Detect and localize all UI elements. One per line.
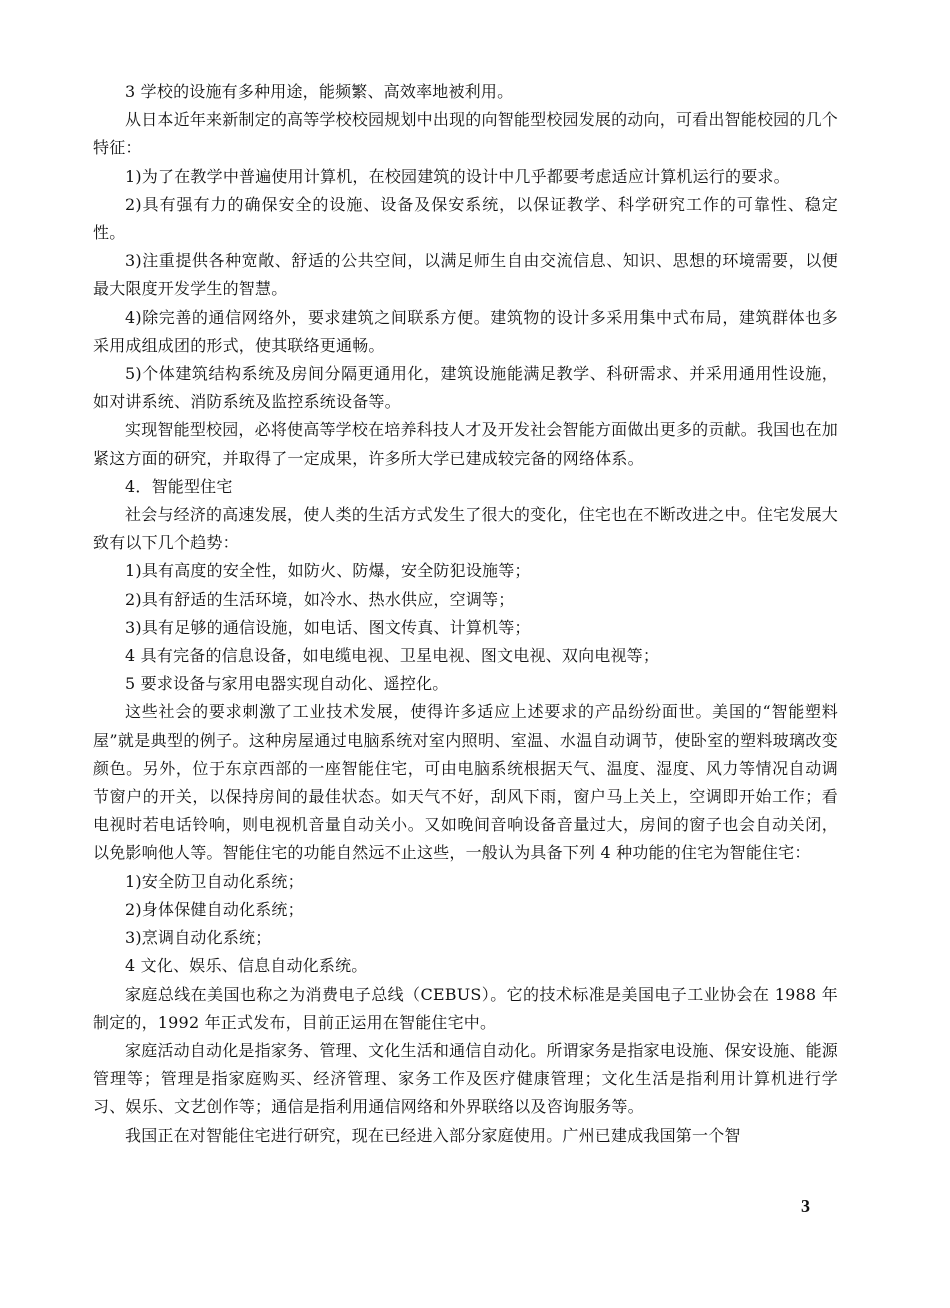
paragraph-housing-trend-1: 1)具有高度的安全性，如防火、防爆，安全防犯设施等； bbox=[125, 561, 531, 581]
paragraph-campus-item-2: 2)具有强有力的确保安全的设施、设备及保安系统，以保证教学、科学研究工作的可靠性、稳定性。 bbox=[93, 194, 838, 243]
paragraph-housing-trend-4: 4 具有完备的信息设备，如电缆电视、卫星电视、图文电视、双向电视等； bbox=[125, 646, 660, 666]
paragraph-housing-function-3: 3)烹调自动化系统； bbox=[125, 928, 272, 948]
paragraph-china-research: 我国正在对智能住宅进行研究，现在已经进入部分家庭使用。广州已建成我国第一个智 bbox=[125, 1125, 741, 1145]
paragraph-housing-trend-5: 5 要求设备与家用电器实现自动化、遥控化。 bbox=[125, 674, 449, 694]
paragraph-housing-examples: 这些社会的要求刺激了工业技术发展，使得许多适应上述要求的产品纷纷面世。美国的“智能塑料屋”就是典型的例子。这种房屋通过电脑系统对室内照明、室温、水温自动调节，使卧室的塑料玻璃改变颜色。另外，位于东京西部的一座智能住宅，可由电脑系统根据天气、温度、湿度、风力等情况自动调节窗户的开关，以保持房间的最佳状态。如天气不好，刮风下雨，窗户马上关上，空调即开始工作；看电视时若电话铃响，则电视机音量自动关小。又如晚间音响设备音量过大，房间的窗子也会自动关闭，以免影响他人等。智能住宅的功能自然远不止这些，一般认为具备下列 4 种功能的住宅为智能住宅： bbox=[93, 702, 838, 863]
paragraph-housing-function-4: 4 文化、娱乐、信息自动化系统。 bbox=[125, 956, 368, 976]
paragraph-campus-item-3: 3)注重提供各种宽敞、舒适的公共空间，以满足师生自由交流信息、知识、思想的环境需要，以便最大限度开发学生的智慧。 bbox=[93, 251, 838, 299]
paragraph-campus-item-5: 5)个体建筑结构系统及房间分隔更通用化，建筑设施能满足教学、科研需求、并采用通用性设施，如对讲系统、消防系统及监控系统设备等。 bbox=[93, 364, 838, 412]
paragraph-housing-function-2: 2)身体保健自动化系统； bbox=[125, 899, 304, 919]
paragraph-campus-item-1: 1)为了在教学中普遍使用计算机，在校园建筑的设计中几乎都要考虑适应计算机运行的要求。 bbox=[125, 166, 790, 186]
paragraph-housing-trend-2: 2)具有舒适的生活环境，如冷水、热水供应，空调等； bbox=[125, 589, 515, 609]
page-number: 3 bbox=[801, 1196, 810, 1216]
document-body bbox=[93, 78, 838, 1150]
paragraph-campus-summary: 实现智能型校园，必将使高等学校在培养科技人才及开发社会智能方面做出更多的贡献。我国也在加紧这方面的研究，并取得了一定成果，许多所大学已建成较完备的网络体系。 bbox=[93, 420, 838, 468]
paragraph-campus-item-4: 4)除完善的通信网络外，要求建筑之间联系方便。建筑物的设计多采用集中式布局，建筑群体也多采用成组成团的形式，使其联络更通畅。 bbox=[93, 307, 838, 355]
paragraph-campus-feature-3: 3 学校的设施有多种用途，能频繁、高效率地被利用。 bbox=[125, 82, 514, 101]
paragraph-intro-smart-campus: 从日本近年来新制定的高等学校校园规划中出现的向智能型校园发展的动向，可看出智能校园的几个特征： bbox=[93, 110, 838, 158]
paragraph-housing-function-1: 1)安全防卫自动化系统； bbox=[125, 871, 304, 891]
paragraph-housing-trend-3: 3)具有足够的通信设施，如电话、图文传真、计算机等； bbox=[125, 617, 531, 637]
paragraph-home-automation: 家庭活动自动化是指家务、管理、文化生活和通信自动化。所谓家务是指家电设施、保安设施、能源管理等；管理是指家庭购买、经济管理、家务工作及医疗健康管理；文化生活是指利用计算机进行学习、娱乐、文艺创作等；通信是指利用通信网络和外界联络以及咨询服务等。 bbox=[93, 1040, 838, 1117]
paragraph-home-bus: 家庭总线在美国也称之为消费电子总线（CEBUS）。它的技术标准是美国电子工业协会在 1988 年制定的，1992 年正式发布，目前正运用在智能住宅中。 bbox=[93, 984, 838, 1032]
section-heading-smart-housing: 4．智能型住宅 bbox=[125, 476, 233, 496]
paragraph-housing-intro: 社会与经济的高速发展，使人类的生活方式发生了很大的变化，住宅也在不断改进之中。住宅发展大致有以下几个趋势： bbox=[93, 505, 838, 553]
